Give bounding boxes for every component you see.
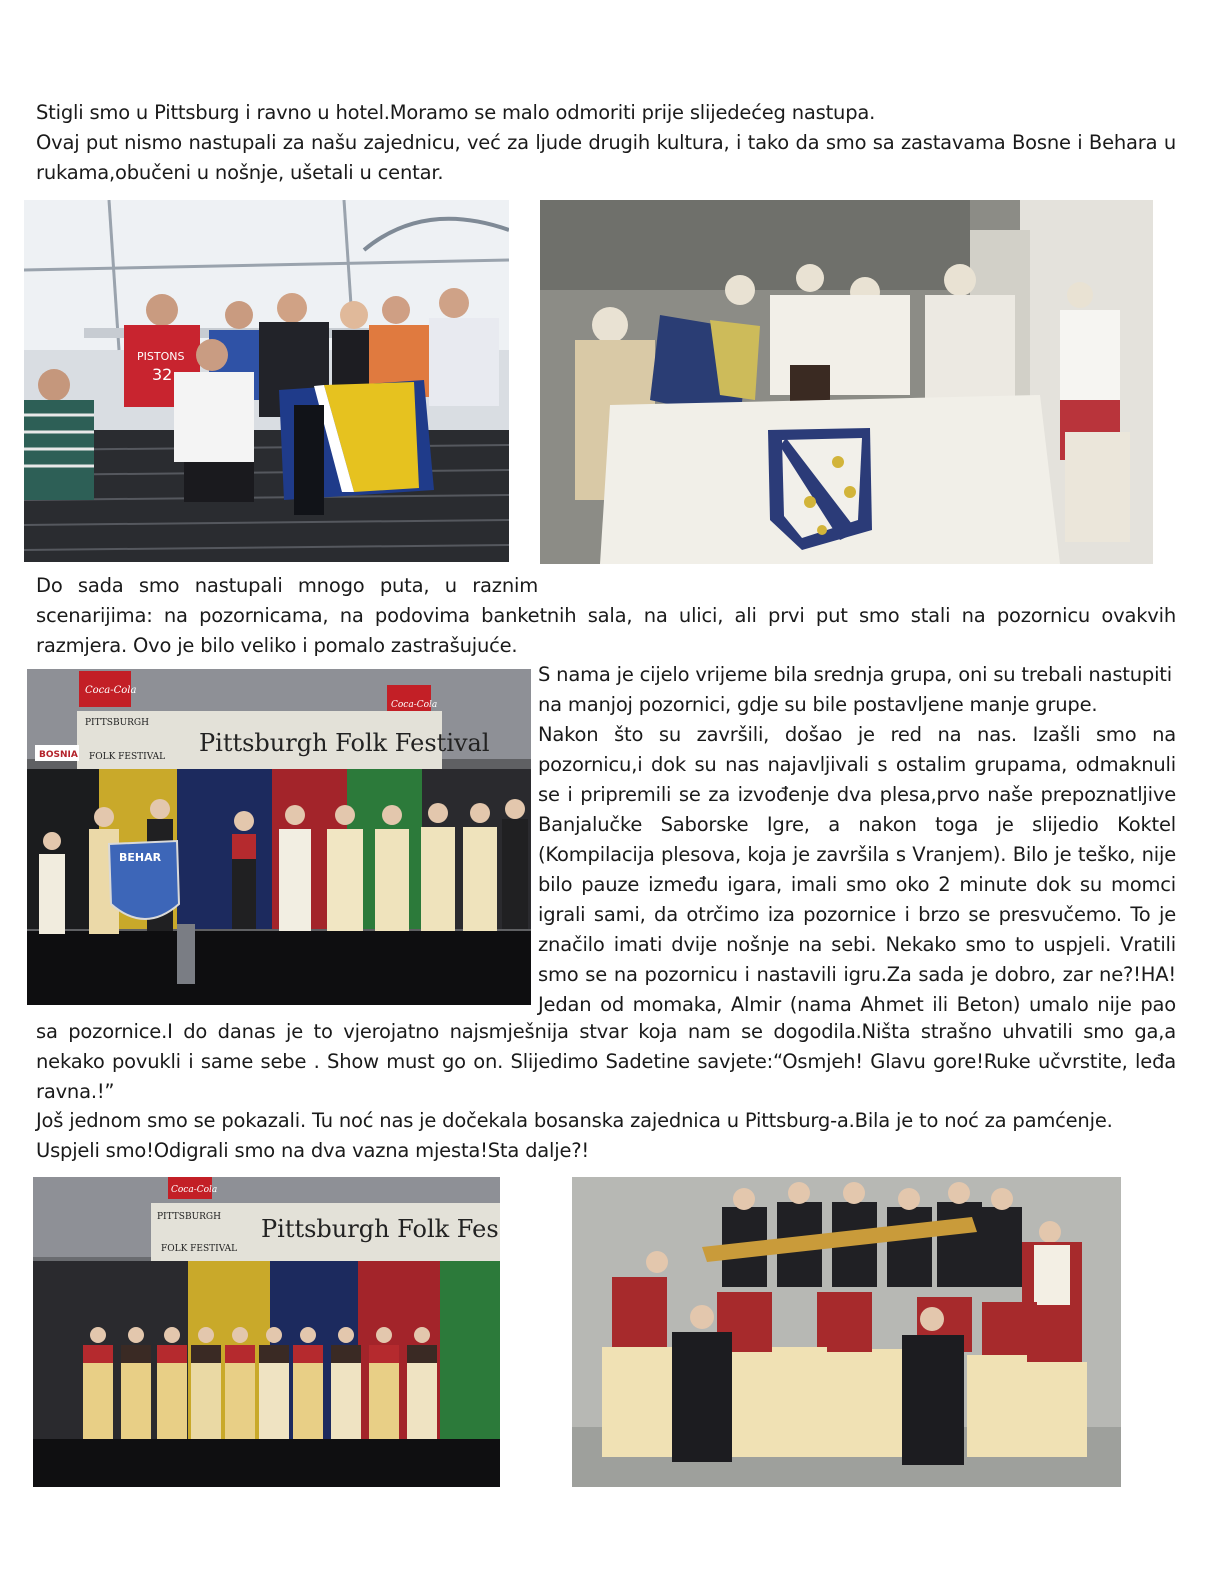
intro-line-3: rukama,obučeni u nošnje, ušetali u centar.: [36, 161, 444, 184]
festival-logo-line1: PITTSBURGH: [85, 718, 149, 728]
story-full-line-1: sa pozornice.I do danas je to vjerojatno najsmješnija stvar koja nam se dogodila.Ništa strašno uhvatili smo ga,a: [36, 1020, 1176, 1043]
story-side-line-11: smo se na pozornicu i nastavili igru.Za sada je dobro, zar ne?!HA!: [538, 963, 1176, 986]
section2-line-2: scenarijima: na pozornicama, na podovima banketnih sala, na ulici, ali prvi put smo stali na pozornicu ovakvih: [36, 604, 1176, 627]
festival-banner: Pittsburgh Folk Festival: [199, 729, 490, 757]
jersey-text: PISTONS: [137, 350, 185, 363]
intro-paragraph: [36, 98, 1176, 188]
photo-boys-with-flag: [24, 200, 509, 562]
festival-logo-line2: FOLK FESTIVAL: [89, 752, 166, 762]
intro-line-2: Ovaj put nismo nastupali za našu zajednicu, već za ljude drugih kultura, i tako da smo sa zastavama Bosne i Behara u: [36, 131, 1176, 154]
section2-paragraph: [36, 571, 1176, 661]
story-side-line-8: bilo pauze između igara, imali smo oko 2 minute dok su momci: [538, 873, 1176, 896]
story-full-line-3: ravna.!”: [36, 1080, 115, 1103]
sponsor-logo-bottom: Coca-Cola: [171, 1185, 218, 1195]
section2-line-1: Do sada smo nastupali mnogo puta, u raznim: [36, 574, 538, 597]
group-emblem-text: BEHAR: [119, 851, 162, 864]
story-paragraph-continued: [36, 1017, 1176, 1107]
festival-logo-bottom-line2: FOLK FESTIVAL: [161, 1244, 238, 1254]
story-full-line-2: nekako povukli i same sebe . Show must go on. Slijedimo Sadetine savjete:“Osmjeh! Glavu gore!Ruke učvrstite, leđa: [36, 1050, 1176, 1073]
section2-line-3: razmjera. Ovo je bilo veliko i pomalo zastrašujuće.: [36, 634, 518, 657]
story-side-line-7: (Kompilacija plesova, koja je završila s Vranjem). Bilo je teško, nije: [538, 843, 1176, 866]
photo-group-portrait: [572, 1177, 1121, 1487]
photo-dancers-with-flags: [540, 200, 1153, 564]
country-sign: BOSNIA: [39, 750, 78, 760]
closing-line-1: Još jednom smo se pokazali. Tu noć nas je dočekala bosanska zajednica u Pittsburg-a.Bila je to noć za pamćenje.: [36, 1109, 1113, 1132]
story-paragraph: [538, 660, 1176, 1020]
story-side-line-12: Jedan od momaka, Almir (nama Ahmet ili Beton) umalo nije pao: [538, 993, 1176, 1016]
story-side-line-6: Banjalučke Saborske Igre, a nakon toga je slijedio Koktel: [538, 813, 1176, 836]
intro-line-1: Stigli smo u Pittsburg i ravno u hotel.Moramo se malo odmoriti prije slijedećeg nastupa.: [36, 101, 876, 124]
story-side-line-3: Nakon što su završili, došao je red na nas. Izašli smo na: [538, 723, 1176, 746]
photo-stage-performance: [27, 669, 531, 1005]
story-side-line-2: na manjoj pozornici, gdje su bile postavljene manje grupe.: [538, 693, 1098, 716]
jersey-number: 32: [152, 365, 173, 384]
story-side-line-5: se i pripremili se za izvođenje dva plesa,prvo naše prepoznatljive: [538, 783, 1176, 806]
closing-paragraph: [36, 1106, 1176, 1166]
sponsor-logo-right: Coca-Cola: [391, 700, 438, 710]
story-side-line-10: značilo imati dvije nošnje na sebi. Nekako smo to uspjeli. Vratili: [538, 933, 1176, 956]
sponsor-logo-left: Coca-Cola: [85, 685, 137, 696]
festival-logo-bottom-line1: PITTSBURGH: [157, 1212, 221, 1222]
story-side-line-9: igrali sami, da otrčimo iza pozornice i brzo se presvučemo. To je: [538, 903, 1176, 926]
story-side-line-1: S nama je cijelo vrijeme bila srednja grupa, oni su trebali nastupiti: [538, 663, 1172, 686]
story-side-line-4: pozornicu,i dok su nas najavljivali s ostalim grupama, odmaknuli: [538, 753, 1176, 776]
festival-banner-cut: Pittsburgh Folk Fes: [261, 1215, 499, 1243]
closing-line-2: Uspjeli smo!Odigrali smo na dva vazna mjesta!Sta dalje?!: [36, 1139, 590, 1162]
photo-festival-stage-lineup: [33, 1177, 500, 1487]
